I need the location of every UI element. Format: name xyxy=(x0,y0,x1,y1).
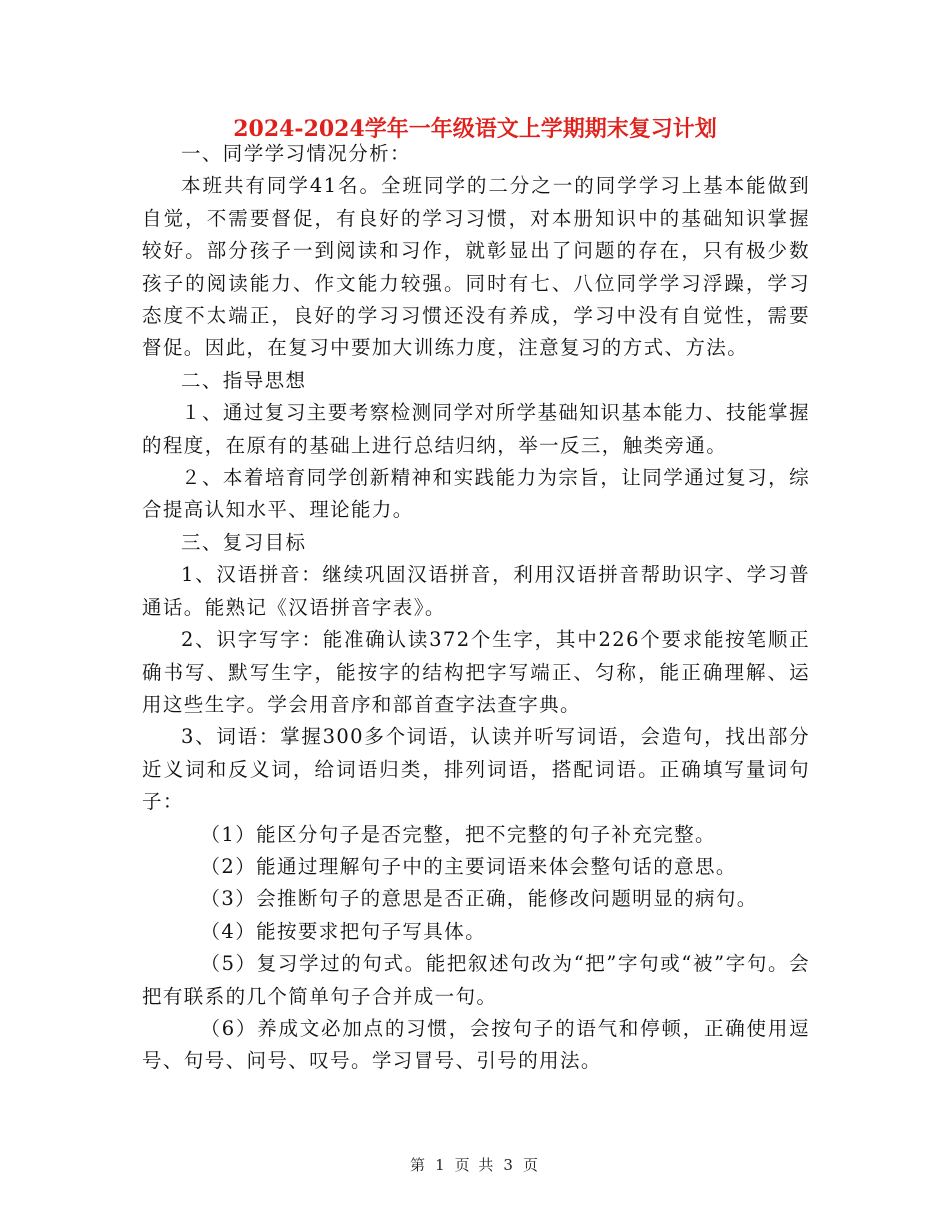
list-item-sentence-3: （3）会推断句子的意思是否正确，能修改问题明显的病句。 xyxy=(200,887,758,911)
document-body xyxy=(142,138,810,1078)
list-item-sentence-1: （1）能区分句子是否完整，把不完整的句子补充完整。 xyxy=(200,822,716,846)
footer-prefix: 第 xyxy=(410,1156,428,1174)
paragraph-guiding-1: １、通过复习主要考察检测同学对所学基础知识基本能力、技能掌握的程度，在原有的基础上进行总结归纳，举一反三，触类旁通。 xyxy=(142,401,810,457)
paragraph-goal-characters: 2、识字写字：能准确认读372个生字，其中226个要求能按笔顺正确书写、默写生字，能按字的结构把字写端正、匀称，能正确理解、运用这些生字。学会用音序和部首查字法查字典。 xyxy=(142,628,810,716)
list-item-sentence-2: （2）能通过理解句子中的主要词语来体会整句话的意思。 xyxy=(200,854,737,878)
list-item-sentence-6: （6）养成文必加点的习惯，会按句子的语气和停顿，正确使用逗号、句号、问号、叹号。学习冒号、引号的用法。 xyxy=(142,1016,810,1073)
list-item-sentence-5: （5）复习学过的句式。能把叙述句改为“把”字句或“被”字句。会把有联系的几个简单句子合并成一句。 xyxy=(142,952,810,1008)
footer-page-current: 1 xyxy=(435,1156,447,1174)
footer-page-total: 3 xyxy=(503,1156,515,1174)
footer-suffix: 页 xyxy=(522,1156,540,1174)
list-item-sentence-4: （4）能按要求把句子写具体。 xyxy=(200,919,487,943)
paragraph-guiding-2: ２、本着培育同学创新精神和实践能力为宗旨，让同学通过复习，综合提高认知水平、理论能力。 xyxy=(142,466,810,522)
footer-mid: 页 共 xyxy=(454,1156,496,1174)
section-heading-guiding: 二、指导思想 xyxy=(181,368,307,392)
section-heading-analysis: 一、同学学习情况分析： xyxy=(181,142,411,165)
paragraph-analysis: 本班共有同学41名。全班同学的二分之一的同学学习上基本能做到自觉，不需要督促，有良好的学习习惯，对本册知识中的基础知识掌握较好。部分孩子一到阅读和习作，就彰显出了问题的存在，只有极少数孩子的阅读能力、作文能力较强。同时有七、八位同学学习浮躁，学习态度不太端正，良好的学习习惯还没有养成，学习中没有自觉性，需要督促。因此，在复习中要加大训练力度，注意复习的方式、方法。 xyxy=(142,174,810,360)
paragraph-goal-pinyin: 1、汉语拼音：继续巩固汉语拼音，利用汉语拼音帮助识字、学习普通话。能熟记《汉语拼音字表》。 xyxy=(142,563,810,619)
document-title: 2024-2024学年一年级语文上学期期末复习计划 xyxy=(233,116,717,142)
section-heading-goals: 三、复习目标 xyxy=(181,530,307,554)
paragraph-goal-words: 3、词语：掌握300多个词语，认读并听写词语，会造句，找出部分近义词和反义词，给词语归类，排列词语，搭配词语。正确填写量词句子： xyxy=(142,725,810,814)
page-footer xyxy=(0,1154,950,1175)
